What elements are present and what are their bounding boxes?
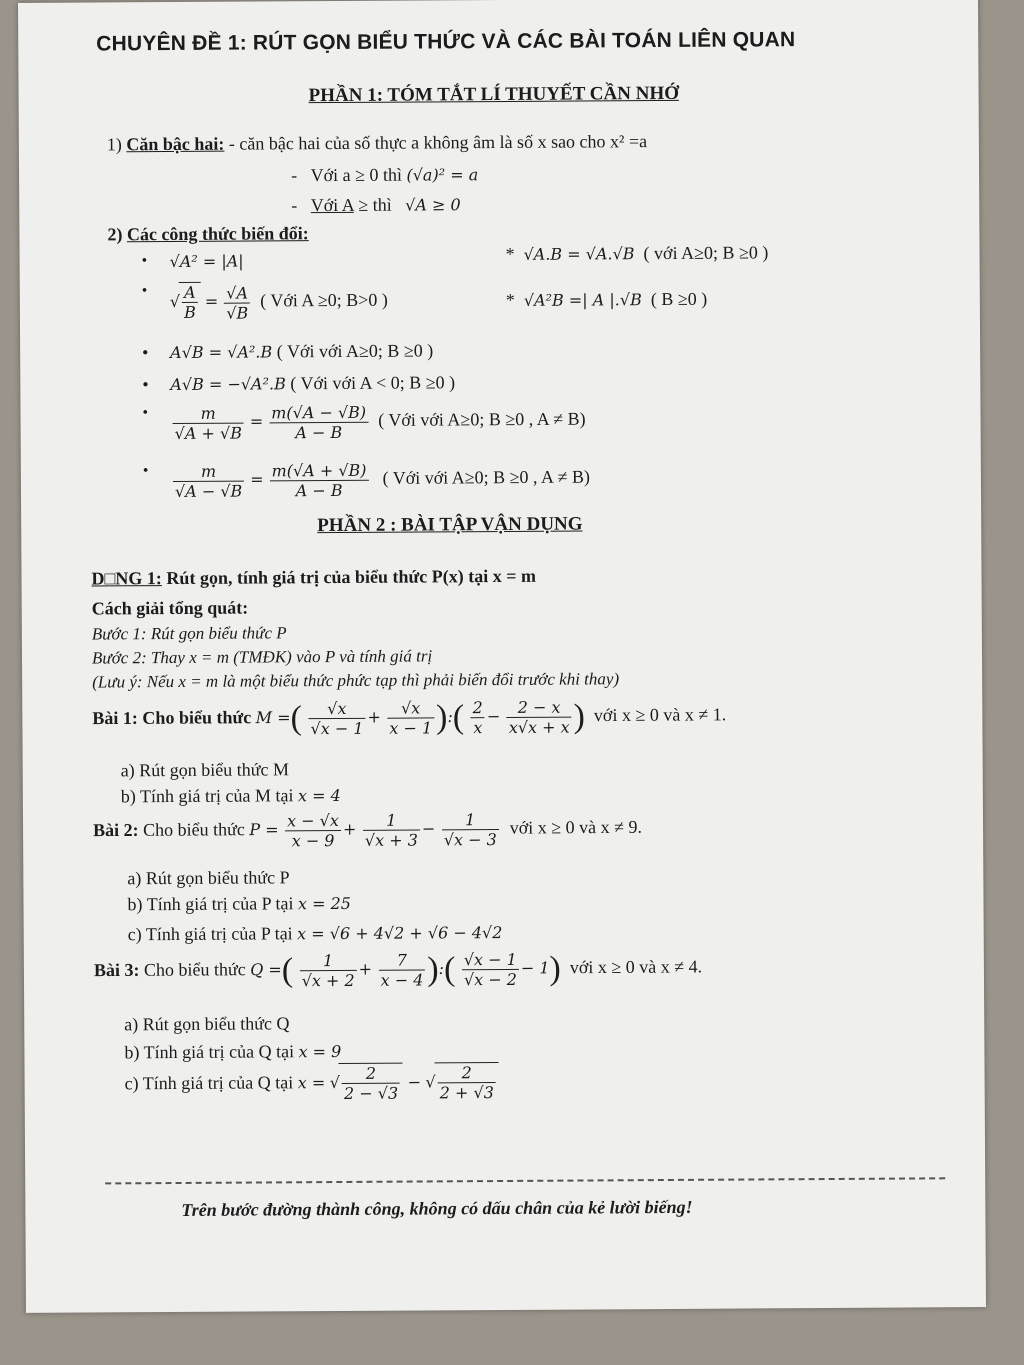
formula-row-2: • √ $\frac{A}{B}$ = $\frac{√A}{√B}$ ( Với A ≥0; B>0 ) — [170, 281, 388, 323]
formula-row-8: • $\frac{m}{√A - √B}$ = $\frac{m(√A + √B)}{A - B}$ ( Với với A≥0; B ≥0 , A ≠ B) — [171, 459, 590, 501]
exercise-3-b-text: b) Tính giá trị của Q tại — [124, 1041, 295, 1063]
section1-line3-formula: √A ≥ 0 — [405, 195, 461, 215]
footer-quote: Trên bước đường thành công, không có dấu chân của kẻ lười biếng! — [181, 1196, 693, 1220]
formula-rationalize-minus-cond: ( Với với A≥0; B ≥0 , A ≠ B) — [382, 466, 590, 488]
section2-number: 2) — [107, 224, 123, 245]
exercise-2: Bài 2: Cho biểu thức P = $\frac{x - √x}{x - 9}$ + $\frac{1}{√x + 3}$ − $\frac{1}{√x - 3}$ với x ≥ 0 và x ≠ 9. — [93, 810, 643, 851]
exercise-3-text: Cho biểu thức — [143, 959, 246, 980]
formula-factor-in: A√B = √A².B — [170, 342, 273, 363]
dang-line — [91, 566, 536, 590]
formula-row-6 — [170, 372, 455, 395]
section1-line2-text: Với a ≥ 0 thì — [310, 164, 403, 186]
formula-rationalize-plus-cond: ( Với với A≥0; B ≥0 , A ≠ B) — [378, 408, 586, 430]
exercise-2-c-value: x = √6 + 4√2 + √6 − 4√2 — [297, 923, 503, 944]
formula-factor-out: √A²B =| A |.√B — [523, 290, 642, 310]
formula-factor-in-cond: ( Với với A≥0; B ≥0 ) — [276, 340, 434, 362]
section1-formula: x² =a — [609, 131, 648, 152]
exercise-2-b — [127, 893, 351, 915]
exercise-1-label: Bài 1: — [92, 707, 138, 729]
section2-heading — [107, 223, 308, 245]
exercise-1-a: a) Rút gọn biểu thức M — [120, 759, 289, 781]
exercise-1-b-text: b) Tính giá trị của M tại — [120, 785, 294, 807]
section1-line3: - Với A ≥ thì √A ≥ 0 — [291, 194, 461, 216]
exercise-2-c — [128, 922, 503, 945]
formula-quotient-cond: ( Với A ≥0; B>0 ) — [260, 289, 388, 311]
exercise-2-label: Bài 2: — [93, 819, 139, 841]
note-line: (Lưu ý: Nếu x = m là một biểu thức phức tạp thì phải biến đổi trước khi thay) — [92, 669, 620, 692]
dang-text: Rút gọn, tính giá trị của biểu thức P(x) tại x = m — [166, 565, 537, 589]
exercise-2-a: a) Rút gọn biểu thức P — [127, 867, 290, 889]
formula-factor-out-cond: ( B ≥0 ) — [650, 288, 708, 310]
formula-row-5 — [170, 340, 433, 363]
part1-heading: PHẦN 1: TÓM TẮT LÍ THUYẾT CẦN NHỚ — [308, 82, 680, 107]
worksheet-page — [18, 0, 986, 1313]
exercise-2-condition: với x ≥ 0 và x ≠ 9. — [509, 816, 643, 838]
formula-factor-in-neg-cond: ( Với với A < 0; B ≥0 ) — [290, 372, 456, 394]
section2-label: Các công thức biến đổi: — [126, 223, 309, 245]
section1-label: Căn bậc hai: — [126, 133, 225, 155]
document-title: CHUYÊN ĐỀ 1: RÚT GỌN BIỂU THỨC VÀ CÁC BÀI TOÁN LIÊN QUAN — [96, 28, 796, 56]
formula-row-1 — [170, 252, 244, 272]
step-2: Bước 2: Thay x = m (TMĐK) vào P và tính giá trị — [91, 646, 433, 668]
section1-number: 1) — [106, 134, 122, 155]
method-heading: Cách giải tổng quát: — [91, 597, 249, 619]
section1-line2: - Với a ≥ 0 thì (√a)² = a — [291, 164, 479, 186]
exercise-3-b-value: x = 9 — [298, 1041, 342, 1062]
part2-heading: PHẦN 2 : BÀI TẬP VẬN DỤNG — [317, 513, 583, 537]
dang-label: D□NG 1: — [91, 568, 162, 589]
formula-product: √A.B = √A.√B — [523, 244, 635, 264]
formula-abs-sqrt: √A² = |A| — [169, 251, 244, 272]
exercise-3-c: c) Tính giá trị của Q tại x = √ $\frac{2}{2 - √3}$ − √ $\frac{2}{2 + √3}$ — [124, 1062, 498, 1104]
formula-product-cond: ( với A≥0; B ≥0 ) — [643, 242, 769, 264]
formula-row-7: • $\frac{m}{√A + √B}$ = $\frac{m(√A - √B)}{A - B}$ ( Với với A≥0; B ≥0 , A ≠ B) — [170, 401, 585, 443]
exercise-1: Bài 1: Cho biểu thức M =( $\frac{√x}{√x - 1}$ + $\frac{√x}{x - 1}$ ):( $\frac{2}{x}$ − $\frac{2 - x}{x√x + x}$ ) với x ≥ 0 và x ≠ 1. — [92, 697, 727, 739]
exercise-3-b — [124, 1041, 341, 1063]
exercise-2-b-value: x = 25 — [297, 893, 352, 914]
section1-line3-label: Với A — [310, 194, 354, 216]
exercise-3-label: Bài 3: — [93, 959, 140, 981]
exercise-2-text: Cho biểu thức — [143, 819, 245, 840]
exercise-3-a: a) Rút gọn biểu thức Q — [124, 1013, 290, 1035]
exercise-1-b-value: x = 4 — [297, 785, 341, 806]
step-1: Bước 1: Rút gọn biểu thức P — [91, 623, 287, 644]
exercise-1-b — [121, 785, 341, 807]
formula-factor-in-neg: A√B = −√A².B — [170, 374, 286, 395]
formula-product-rule: * √A.B = √A.√B ( với A≥0; B ≥0 ) — [505, 242, 769, 264]
exercise-3-c-text: c) Tính giá trị của Q tại — [124, 1072, 294, 1094]
exercise-3: Bài 3: Cho biểu thức Q =( $\frac{1}{√x + 2}$ + $\frac{7}{x - 4}$ ):( $\frac{√x - 1}{√x - 2}$ − 1) với x ≥ 0 và x ≠ 4. — [93, 949, 703, 991]
exercise-1-text: Cho biểu thức — [142, 707, 252, 728]
section1-text: - căn bậc hai của số thực a không âm là số x sao cho — [228, 131, 606, 154]
exercise-3-condition: với x ≥ 0 và x ≠ 4. — [569, 956, 703, 978]
section1-line2-formula: (√a)² = a — [406, 165, 479, 185]
exercise-2-c-text: c) Tính giá trị của P tại — [127, 923, 293, 945]
section1-line3-text: ≥ thì — [358, 194, 392, 215]
formula-factor-out-rule: * √A²B =| A |.√B ( B ≥0 ) — [505, 288, 708, 310]
exercise-1-condition: với x ≥ 0 và x ≠ 1. — [593, 704, 727, 726]
exercise-2-b-text: b) Tính giá trị của P tại — [127, 893, 294, 915]
section1-line1 — [107, 131, 647, 155]
footer-divider — [105, 1177, 945, 1184]
